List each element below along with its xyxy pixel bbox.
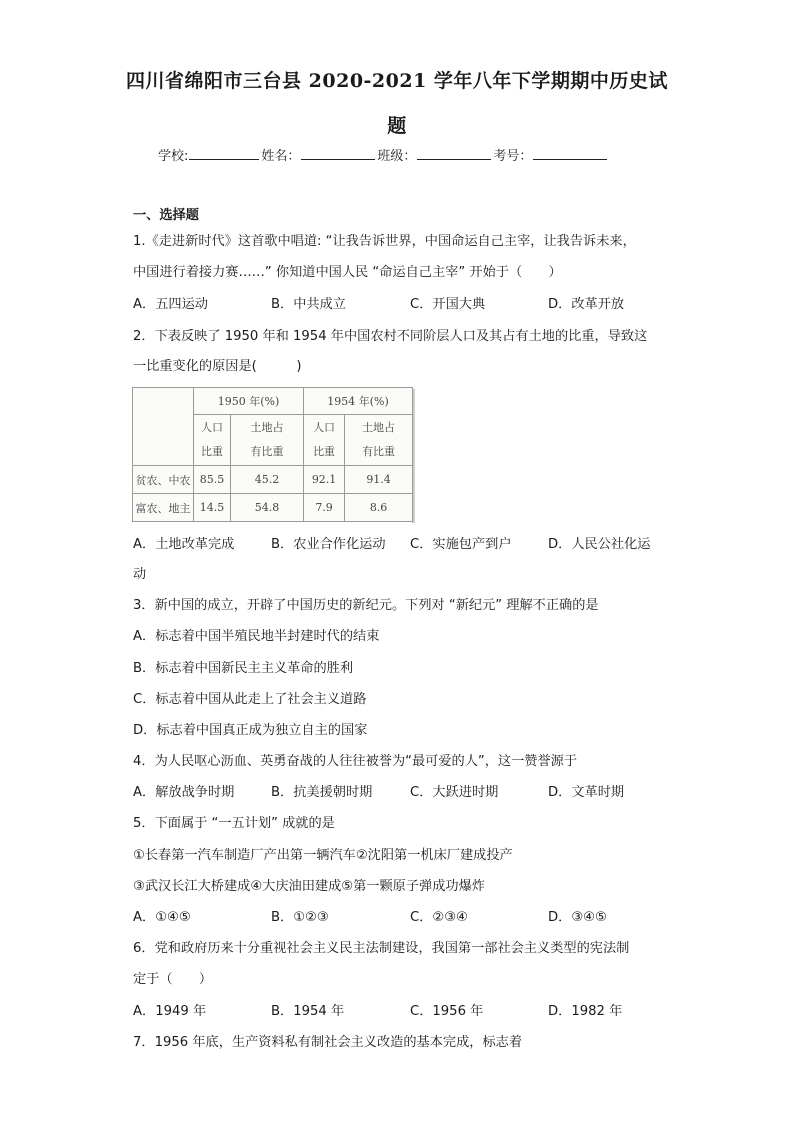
- q6-option-c[interactable]: C．1956 年: [410, 1004, 484, 1019]
- table-cell: 14.5: [194, 494, 231, 522]
- header-1950-pop: 人口 比重: [194, 415, 231, 466]
- q2-option-a[interactable]: A．土地改革完成: [133, 537, 235, 552]
- q2-option-d[interactable]: D．人民公社化运: [548, 537, 651, 552]
- q5-items-line2: ③武汉长江大桥建成④大庆油田建成⑤第一颗原子弹成功爆炸: [133, 879, 485, 894]
- land-ratio-table: [132, 387, 413, 522]
- q6-option-a[interactable]: A．1949 年: [133, 1004, 207, 1019]
- table-corner-cell: [133, 388, 194, 466]
- q5-option-c[interactable]: C．②③④: [410, 910, 468, 925]
- header-1954-land: 土地占 有比重: [345, 415, 413, 466]
- q5-option-a[interactable]: A．①④⑤: [133, 910, 191, 925]
- number-blank[interactable]: [533, 147, 607, 160]
- q5-stem: 5．下面属于 “一五计划” 成就的是: [133, 816, 335, 831]
- table-cell: 85.5: [194, 466, 231, 494]
- name-label: 姓名：: [261, 149, 301, 164]
- class-blank[interactable]: [417, 147, 491, 160]
- table-row: [133, 466, 413, 494]
- q1-option-b[interactable]: B．中共成立: [271, 297, 346, 312]
- q1-option-c[interactable]: C．开国大典: [410, 297, 486, 312]
- q2-option-b[interactable]: B．农业合作化运动: [271, 537, 386, 552]
- q1-option-a[interactable]: A．五四运动: [133, 297, 208, 312]
- q5-option-d[interactable]: D．③④⑤: [548, 910, 607, 925]
- table-cell: 54.8: [231, 494, 304, 522]
- q6-stem-line1: 6．党和政府历来十分重视社会主义民主法制建设，我国第一部社会主义类型的宪法制: [133, 941, 630, 956]
- section-heading: 一、选择题: [133, 208, 199, 223]
- table-cell: 91.4: [345, 466, 413, 494]
- student-info-row: [158, 145, 609, 164]
- q5-option-b[interactable]: B．①②③: [271, 910, 329, 925]
- exam-title-line1: 四川省绵阳市三台县 2020-2021 学年八年下学期期中历史试: [126, 70, 668, 92]
- q3-option-c[interactable]: C．标志着中国从此走上了社会主义道路: [133, 692, 367, 707]
- header-1954: 1954 年(%): [304, 388, 413, 415]
- q6-option-d[interactable]: D．1982 年: [548, 1004, 623, 1019]
- q3-option-d[interactable]: D．标志着中国真正成为独立自主的国家: [133, 723, 368, 738]
- number-label: 考号：: [493, 149, 533, 164]
- q4-option-d[interactable]: D．文革时期: [548, 785, 625, 800]
- q3-option-b[interactable]: B．标志着中国新民主主义革命的胜利: [133, 661, 354, 676]
- q4-stem: 4．为人民呕心沥血、英勇奋战的人往往被誉为“最可爱的人”，这一赞誉源于: [133, 754, 578, 769]
- q2-option-c[interactable]: C．实施包产到户: [410, 537, 512, 552]
- q4-option-a[interactable]: A．解放战争时期: [133, 785, 235, 800]
- q5-items-line1: ①长春第一汽车制造厂产出第一辆汽车②沈阳第一机床厂建成投产: [133, 848, 513, 863]
- q6-option-b[interactable]: B．1954 年: [271, 1004, 345, 1019]
- q2-stem-line1: 2．下表反映了 1950 年和 1954 年中国农村不同阶层人口及其占有土地的比重，导致这: [133, 329, 648, 344]
- name-blank[interactable]: [301, 147, 375, 160]
- row-label: 富农、地主: [133, 494, 194, 522]
- q7-stem: 7．1956 年底，生产资料私有制社会主义改造的基本完成，标志着: [133, 1035, 523, 1050]
- table-row: [133, 494, 413, 522]
- header-1954-pop: 人口 比重: [304, 415, 345, 466]
- q6-stem-line2: 定于（ ）: [133, 972, 213, 987]
- q2-stem-line2: 一比重变化的原因是( ): [133, 359, 302, 374]
- row-label: 贫农、中农: [133, 466, 194, 494]
- header-1950-land: 土地占 有比重: [231, 415, 304, 466]
- table-cell: 45.2: [231, 466, 304, 494]
- header-1950: 1950 年(%): [194, 388, 304, 415]
- q3-stem: 3．新中国的成立，开辟了中国历史的新纪元。下列对 “新纪元” 理解不正确的是: [133, 598, 599, 613]
- q3-option-a[interactable]: A．标志着中国半殖民地半封建时代的结束: [133, 629, 380, 644]
- table-cell: 8.6: [345, 494, 413, 522]
- table-cell: 92.1: [304, 466, 345, 494]
- exam-title-line2: 题: [387, 115, 407, 137]
- q1-stem-line1: 1.《走进新时代》这首歌中唱道: “让我告诉世界，中国命运自己主宰，让我告诉未来，: [133, 234, 636, 249]
- school-blank[interactable]: [189, 147, 259, 160]
- q4-option-b[interactable]: B．抗美援朝时期: [271, 785, 373, 800]
- table-cell: 7.9: [304, 494, 345, 522]
- q1-stem-line2: 中国进行着接力赛……” 你知道中国人民 “命运自己主宰” 开始于（ ）: [133, 265, 562, 280]
- school-label: 学校:: [158, 149, 189, 164]
- q4-option-c[interactable]: C．大跃进时期: [410, 785, 499, 800]
- q2-option-d-wrap: 动: [133, 567, 147, 582]
- class-label: 班级：: [377, 149, 417, 164]
- q1-option-d[interactable]: D．改革开放: [548, 297, 625, 312]
